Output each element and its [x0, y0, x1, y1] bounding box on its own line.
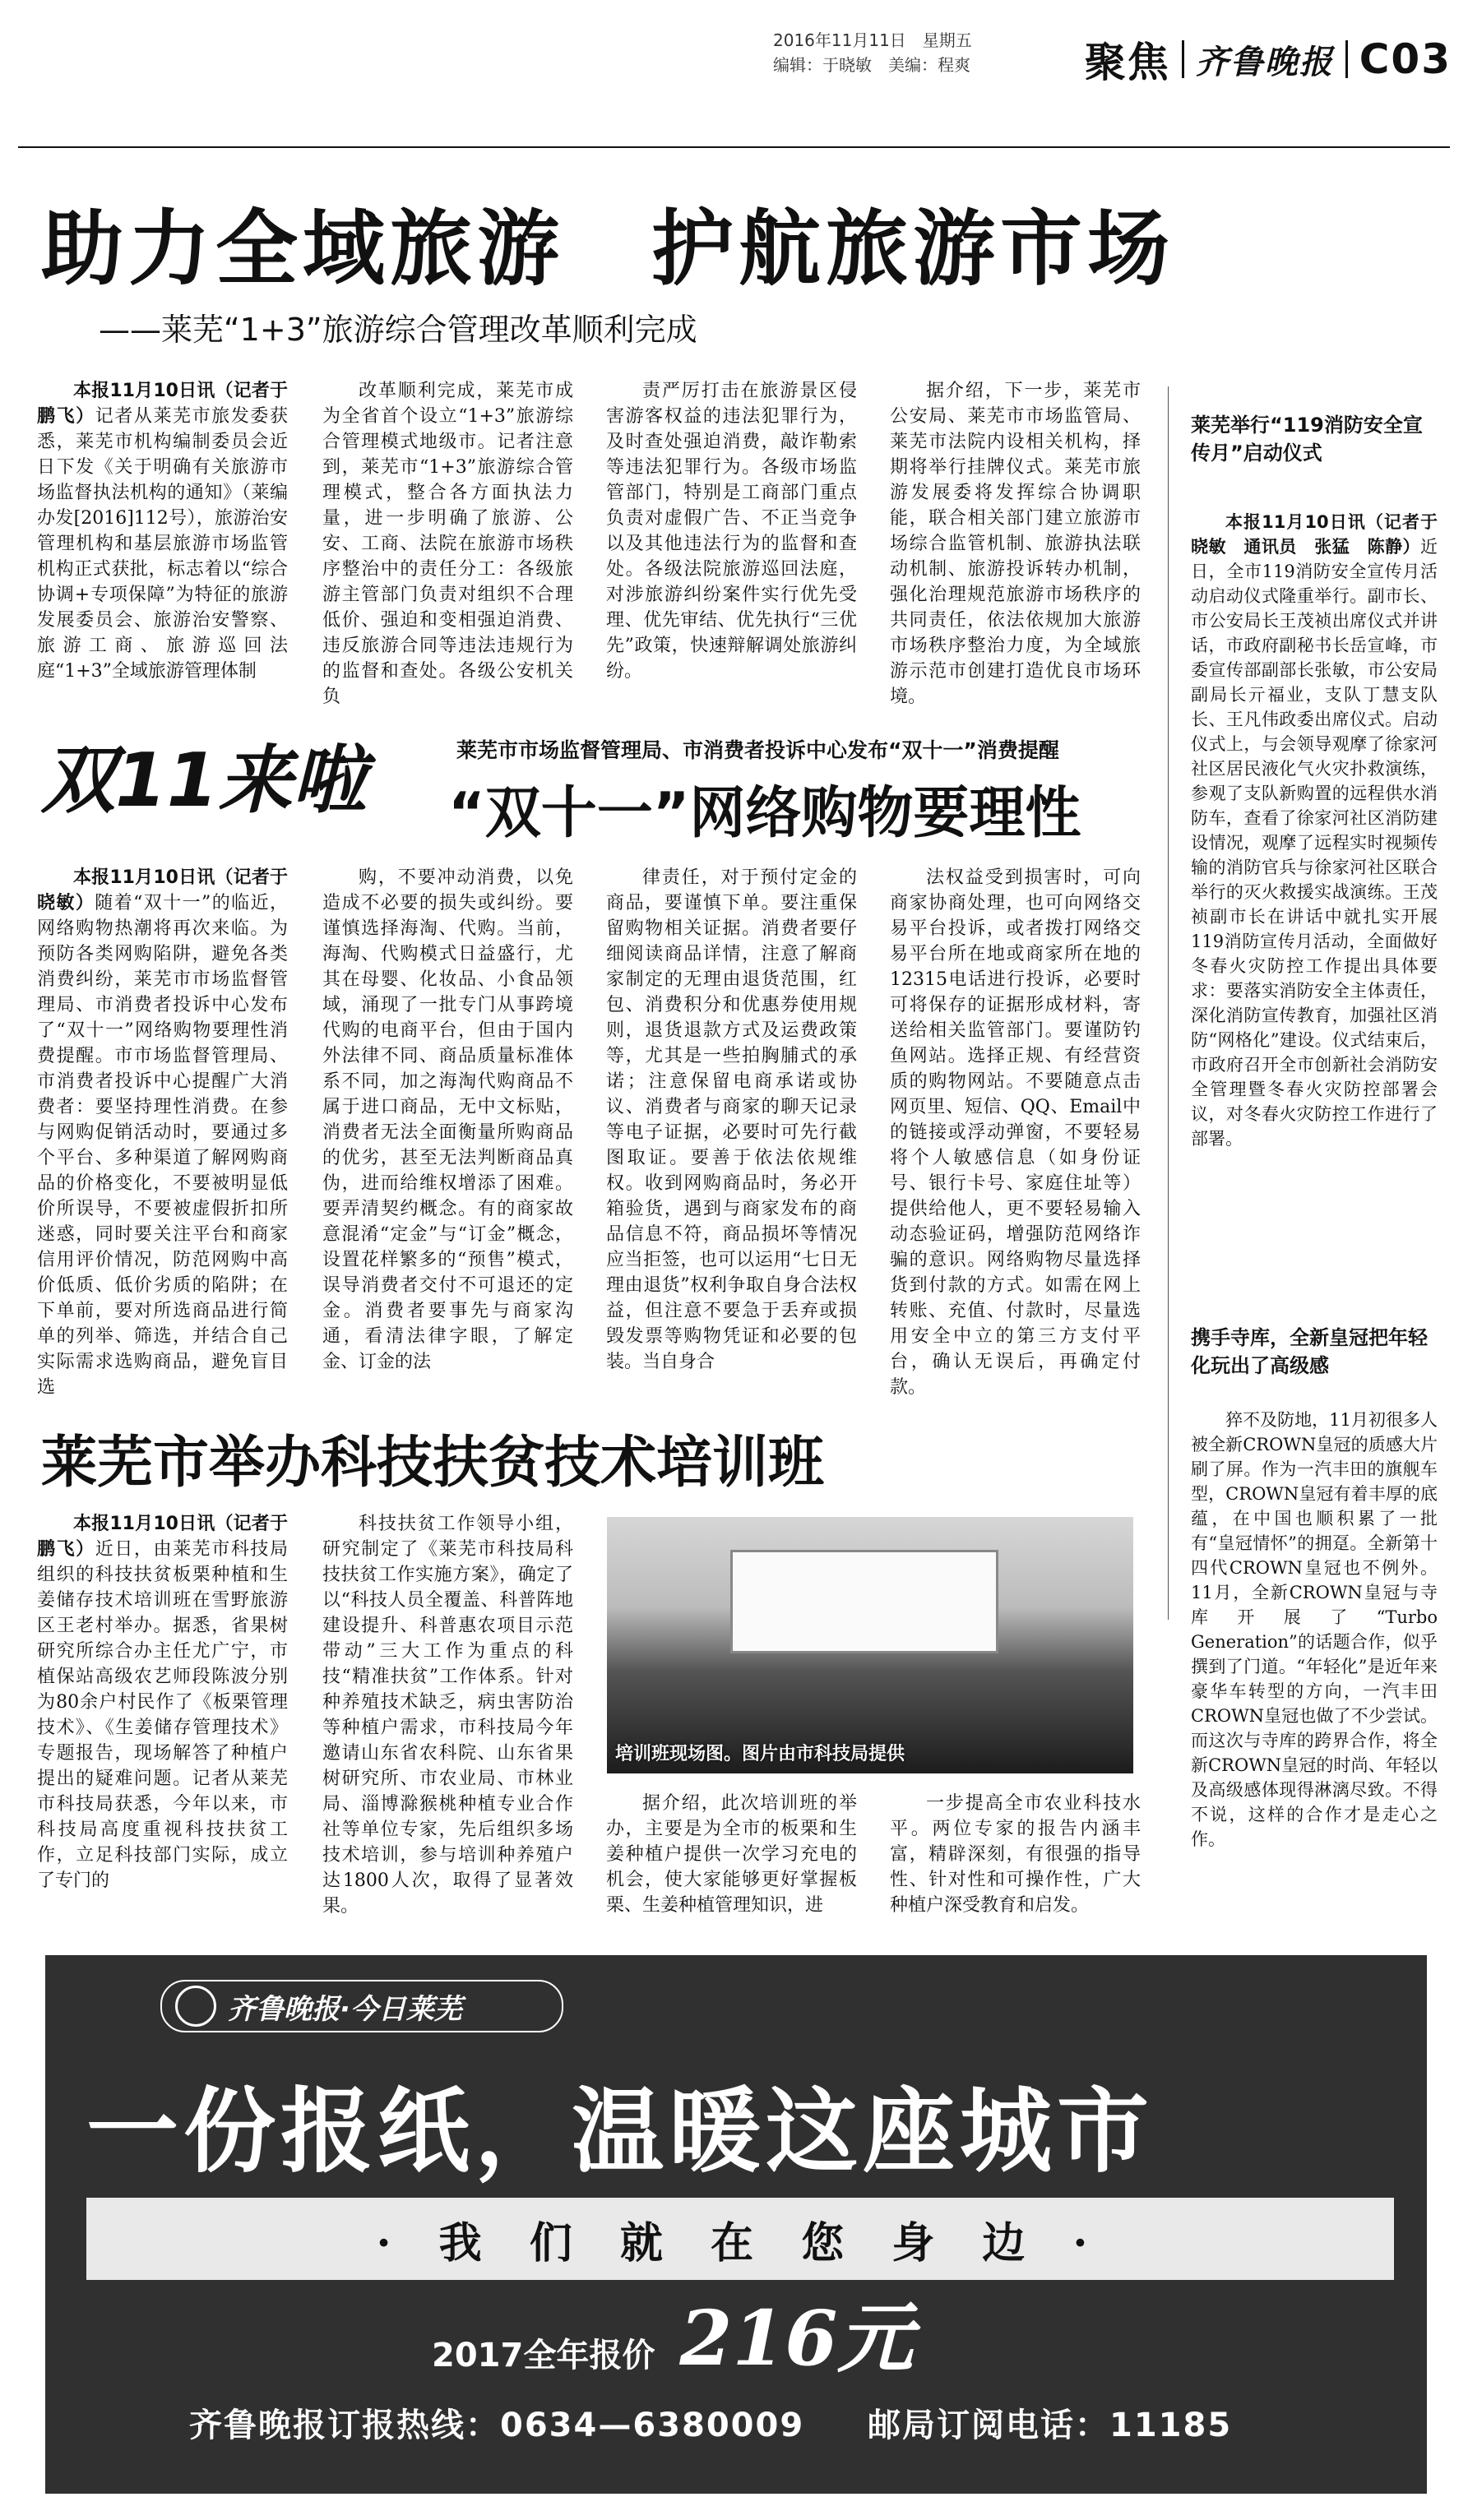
projection-screen — [730, 1550, 998, 1653]
ad-logo: 齐鲁晚报·今日莱芜 — [160, 1980, 563, 2032]
price-value: 216元 — [679, 2294, 914, 2383]
article2-lead: 本报11月10日讯（记者于晓敏） — [37, 867, 288, 913]
article1-subhead: ——莱芜“1+3”旅游综合管理改革顺利完成 — [99, 312, 697, 348]
photo-caption: 培训班现场图。图片由市科技局提供 — [615, 1744, 905, 1764]
article1-column-3: 责严厉打击在旅游景区侵害游客权益的违法犯罪行为，及时查处强迫消费，敲诈勒索等违法犯罪行为。各级市场监管部门，特别是工商部门重点负责对虚假广告、不正当竞争以及其他违法行为的监督和查处。各级法院旅游巡回法庭，对涉旅游纠纷案件实行优先受理、优先审结、优先执行“三优先”政策，快速辩解调处旅游纠纷。 — [606, 381, 857, 682]
article1-column-1: 本报11月10日讯（记者于鹏飞）记者从莱芜市旅发委获悉，莱芜市机构编制委员会近日下发《关于明确有关旅游市场监督执法机构的通知》（莱编办发[2016]112号），旅游治安管理机构和基层旅游市场监管机构正式获批，标志着以“综合协调+专项保障”为特征的旅游发展委员会、旅游治安警察、旅游工商、旅游巡回法庭“1+3”全域旅游管理体制 — [37, 381, 288, 682]
editor-line: 编辑：于晓敏 美编：程爽 — [773, 55, 970, 75]
logo-circle-icon — [175, 1986, 216, 2027]
header-rule — [18, 146, 1450, 148]
article3-column-2: 科技扶贫工作领导小组，研究制定了《莱芜市科技局科技扶贫工作实施方案》，确定了以“科技人员全覆盖、科普阵地建设提升、科普惠农项目示范带动”三大工作为重点的科技“精准扶贫”工作体系。针对种养殖技术缺乏，病虫害防治等种植户需求，市科技局今年邀请山东省农科院、山东省果树研究所、市农业局、市林业局、淄博滁猴桃种植专业合作社等单位专家，先后组织多场技术培训，参与培训种养殖户达1800人次，取得了显著效果。 — [322, 1514, 573, 1917]
ad-postal: 邮局订阅电话：11185 — [868, 2407, 1233, 2444]
sidebar1-title: 莱芜举行“119消防安全宣传月”启动仪式 — [1191, 414, 1423, 465]
sidebar-divider — [1168, 386, 1169, 1620]
article3-column-1: 本报11月10日讯（记者于鹏飞）近日，由莱芜市科技局组织的科技扶贫板栗种植和生姜储存技术培训班在雪野旅游区王老村举办。据悉，省果树研究所综合办主任尤广宁，市植保站高级农艺师段陈波分别为80余户村民作了《板栗管理技术》、《生姜储存管理技术》专题报告，现场解答了种植户提出的疑难问题。记者从莱芜市科技局获悉，今年以来，市科技局高度重视科技扶贫工作，立足科技部门实际，成立了专门的 — [37, 1514, 288, 1891]
article1-column-2: 改革顺利完成，莱芜市成为全省首个设立“1+3”旅游综合管理模式地级市。记者注意到，莱芜市“1+3”旅游综合管理模式，整合各方面执法力量，进一步明确了旅游、公安、工商、法院在旅游市场秩序整治中的责任分工：各级旅游主管部门负责对组织不合理低价、强迫和变相强迫消费、违反旅游合同等违法违规行为的监督和查处。各级公安机关负 — [322, 381, 573, 707]
sidebar1-body: 本报11月10日讯（记者于晓敏 通讯员 张猛 陈静）近日，全市119消防安全宣传月活动启动仪式隆重举行。副市长、市公安局长王茂祯出席仪式并讲话，市政府副秘书长岳宣峰，市委宣传部副部长张敏，市公安局副局长亓福业，支队丁慧支队长、王凡伟政委出席仪式。启动仪式上，与会领导观摩了徐家河社区居民液化气火灾扑救演练，参观了支队新购置的远程供水消防车，查看了徐家河社区消防建设情况，观摩了远程实时视频传输的消防官兵与徐家河社区联合举行的灭火救援实战演练。王茂祯副市长在讲话中就扎实开展119消防宣传月活动，全面做好冬春火灾防控工作提出具体要求：要落实消防安全主体责任，深化消防宣传教育，加强社区消防“网格化”建设。仪式结束后，市政府召开全市创新社会消防安全管理暨冬春火灾防控部署会议，对冬春火灾防控工作进行了部署。 — [1191, 512, 1438, 1149]
header-brand — [1085, 30, 1452, 89]
header-meta — [773, 28, 972, 77]
article3-column-4: 一步提高全市农业科技水平。两位专家的报告内涵丰富，精辟深刻，有很强的指导性、针对性和可操作性，广大种植户深受教育和启发。 — [890, 1793, 1141, 1916]
article2-column-3: 律责任，对于预付定金的商品，要谨慎下单。要注重保留购物相关证据。消费者要仔细阅读商品详情，注意了解商家制定的无理由退货范围，红包、消费积分和优惠券使用规则，退货退款方式及运费政策等，尤其是一些拍胸脯式的承诺；注意保留电商承诺或协议、消费者与商家的聊天记录等电子证据，必要时可先行截图取证。要善于依法依规维权。收到网购商品时，务必开箱验货，遇到与商家发布的商品信息不符，商品损坏等情况应当拒签，也可以运用“七日无理由退货”权利争取自身合法权益，但注意不要急于丢弃或损毁发票等购物凭证和必要的包装。当自身合 — [606, 867, 857, 1372]
subscription-ad — [45, 1955, 1427, 2494]
article1-column-4: 据介绍，下一步，莱芜市公安局、莱芜市市场监管局、莱芜市法院内设相关机构，择期将举行挂牌仪式。莱芜市旅游发展委将发挥综合协调职能，联合相关部门建立旅游市场综合监管机制、旅游执法联动机制、旅游投诉转办机制，强化治理规范旅游市场秩序的共同责任，依法依规加大旅游市场秩序整治力度，为全域旅游示范市创建打造优良市场环境。 — [890, 381, 1141, 707]
article2-column-2: 购，不要冲动消费，以免造成不必要的损失或纠纷。要谨慎选择海淘、代购。当前，海淘、代购模式日益盛行，尤其在母婴、化妆品、小食品领域，涌现了一批专门从事跨境代购的电商平台，但由于国内外法律不同、商品质量标准体系不同，加之海淘代购商品不属于进口商品，无中文标贴，消费者无法全面衡量所购商品的优劣，甚至无法判断商品真伪，进而给维权增添了困难。要弄清契约概念。有的商家故意混淆“定金”与“订金”概念，设置花样繁多的“预售”模式，误导消费者交付不可退还的定金。消费者要事先与商家沟通，看清法律字眼，了解定金、订金的法 — [322, 867, 573, 1372]
sidebar2-body: 猝不及防地，11月初很多人被全新CROWN皇冠的质感大片刷了屏。作为一汽丰田的旗舰车型，CROWN皇冠有着丰厚的底蕴，在中国也顺积累了一批有“皇冠情怀”的拥趸。全新第十四代CROWN皇冠也不例外。11月，全新CROWN皇冠与寺库开展了“Turbo Generation”的话题合作，似乎撰到了门道。“年轻化”是近年来豪华车转型的方向，一汽丰田CROWN皇冠也做了不少尝试。而这次与寺库的跨界合作，将全新CROWN皇冠的时尚、年轻以及高级感体现得淋漓尽致。不得不说，这样的合作才是走心之作。 — [1191, 1410, 1438, 1849]
article2-kicker: 莱芜市市场监督管理局、市消费者投诉中心发布“双十一”消费提醒 — [456, 738, 1059, 762]
article2-column-4: 法权益受到损害时，可向商家协商处理，也可向网络交易平台投诉，或者拨打网络交易平台所在地或商家所在地的12315电话进行投诉，必要时可将保存的证据形成材料，寄送给相关监管部门。要谨防钓鱼网站。选择正规、有经营资质的购物网站。不要随意点击网页里、短信、QQ、Email中的链接或浮动弹窗，不要轻易将个人敏感信息（如身份证号、银行卡号、家庭住址等）提供给他人，更不要轻易输入动态验证码，增强防范网络诈骗的意识。网络购物尽量选择货到付款的方式。如需在网上转账、充值、付款时，尽量选用安全中立的第三方支付平台，确认无误后，再确定付款。 — [890, 867, 1141, 1398]
double-eleven-logo-art — [33, 736, 419, 822]
date-line: 2016年11月11日 星期五 — [773, 30, 972, 50]
price-label: 2017全年报价 — [432, 2337, 655, 2374]
divider — [1182, 40, 1184, 78]
article3-lead: 本报11月10日讯（记者于鹏飞） — [37, 1514, 288, 1560]
article2-headline: “双十一”网络购物要理性 — [448, 781, 1081, 846]
ad-slogan: 一份报纸，温暖这座城市 — [86, 2078, 1154, 2185]
article2-column-1: 本报11月10日讯（记者于晓敏）随着“双十一”的临近，网络购物热潮将再次来临。为预防各类网购陷阱，避免各类消费纠纷，莱芜市市场监督管理局、市消费者投诉中心发布了“双十一”网络购物要理性消费提醒。市市场监督管理局、市消费者投诉中心提醒广大消费者：要坚持理性消费。在参与网购促销活动时，要通过多个平台、多种渠道了解网购商品的价格变化，不要被明显低价所误导，不要被虚假折扣所迷惑，同时要关注平台和商家信用评价情况，防范网购中高价低质、低价劣质的陷阱；在下单前，要对所选商品进行简单的列举、筛选，并结合自己实际需求选购商品，避免盲目选 — [37, 867, 288, 1398]
ad-banner: · 我 们 就 在 您 身 边 · — [86, 2198, 1394, 2280]
article1-headline: 助力全域旅游 护航旅游市场 — [41, 201, 1174, 297]
sidebar2-title: 携手寺库，全新皇冠把年轻化玩出了高级感 — [1191, 1326, 1428, 1377]
section-name: 聚焦 — [1084, 39, 1170, 86]
article3-headline: 莱芜市举办科技扶贫技术培训班 — [41, 1431, 825, 1496]
article1-lead: 本报11月10日讯（记者于鹏飞） — [37, 381, 288, 427]
ad-price-row — [432, 2294, 914, 2383]
ad-hotline: 齐鲁晚报订报热线：0634—6380009 — [189, 2407, 805, 2444]
page-number: C03 — [1359, 35, 1452, 83]
article3-column-3: 据介绍，此次培训班的举办，主要是为全市的板栗和生姜种植户提供一次学习充电的机会，使大家能够更好掌握板栗、生姜种植管理知识，进 — [606, 1793, 857, 1916]
paper-logo: 齐鲁晚报 — [1195, 42, 1334, 81]
double-eleven-logo — [33, 736, 419, 822]
svg-text:双11来啦: 双11来啦 — [41, 738, 367, 824]
sidebar1-lead: 本报11月10日讯（记者于晓敏 通讯员 张猛 陈静） — [1191, 512, 1438, 557]
training-photo — [607, 1517, 1133, 1773]
divider — [1345, 40, 1348, 78]
